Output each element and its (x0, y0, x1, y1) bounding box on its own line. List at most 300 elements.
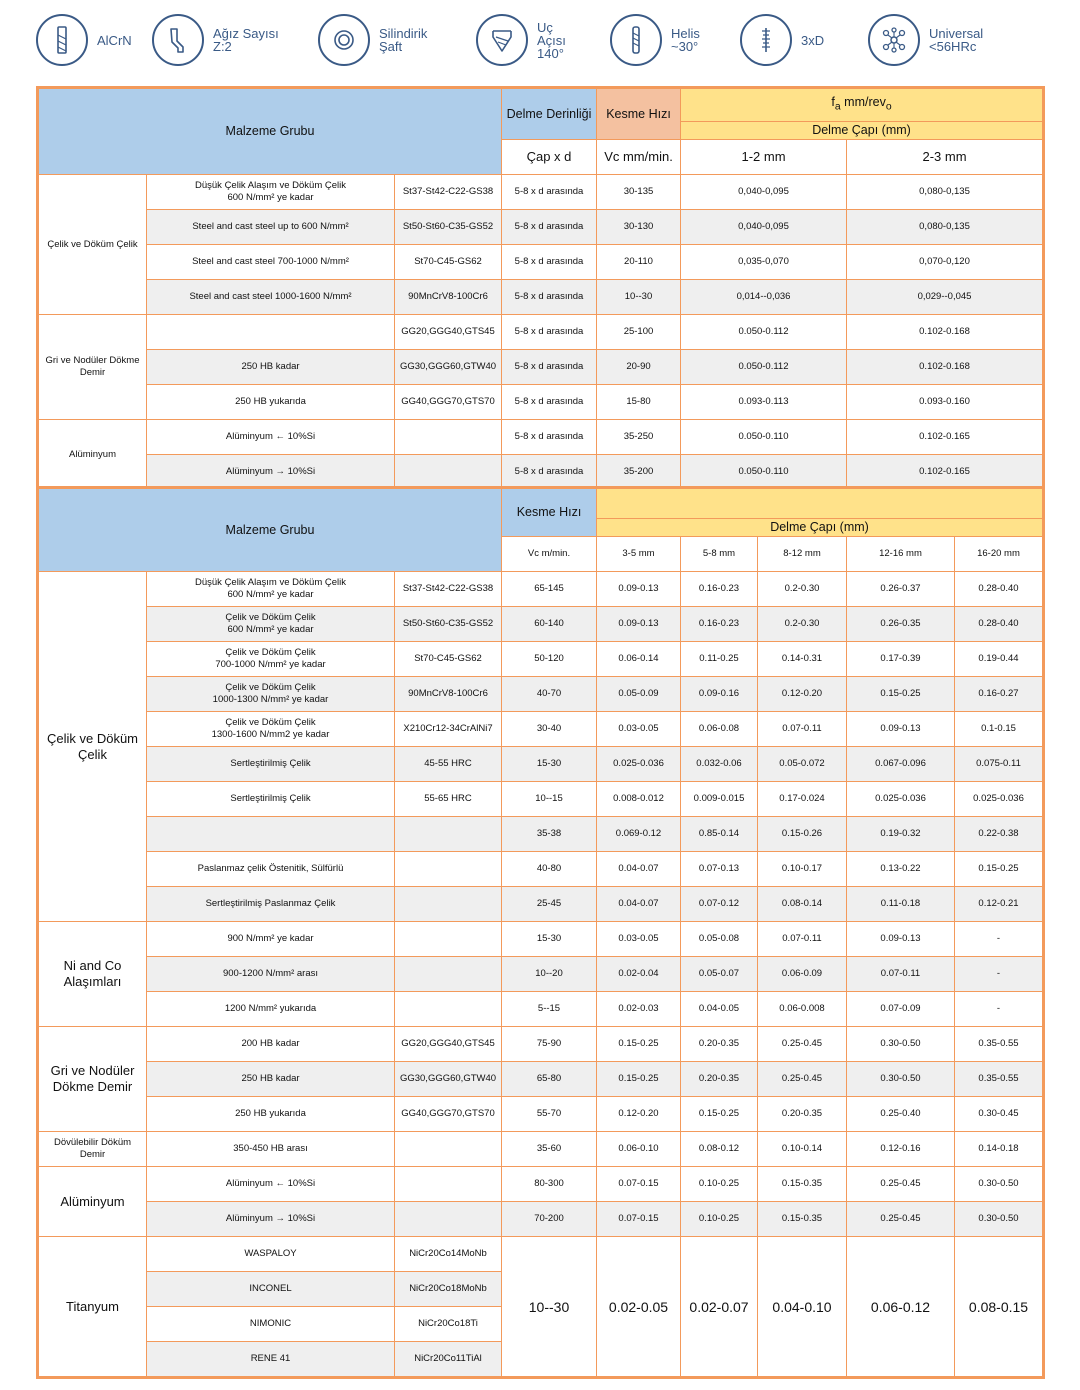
material-norm: GG20,GGG40,GTS45 (395, 1027, 502, 1062)
flute-icon (152, 14, 204, 66)
cutting-speed: 30-40 (502, 712, 597, 747)
cutting-speed: 30-130 (597, 210, 681, 245)
material-norm (395, 1167, 502, 1202)
feed-value: - (955, 992, 1043, 1027)
material-norm: 45-55 HRC (395, 747, 502, 782)
feed-2-3: 0.102-0.168 (847, 350, 1043, 385)
feed-value: 0.07-0.11 (758, 712, 847, 747)
feed-value: 0.08-0.15 (955, 1237, 1043, 1377)
material-desc: WASPALOY (147, 1237, 395, 1272)
table-row (39, 887, 1043, 922)
feed-value: - (955, 922, 1043, 957)
table-row (39, 607, 1043, 642)
material-group-header: Malzeme Grubu (39, 89, 502, 175)
drill-diameter-header: Delme Çapı (mm) (681, 122, 1043, 140)
material-norm: 90MnCrV8-100Cr6 (395, 280, 502, 315)
cutting-speed: 10--15 (502, 782, 597, 817)
feed-value: 0.12-0.20 (758, 677, 847, 712)
feed-value: 0.02-0.05 (597, 1237, 681, 1377)
feed-value: 0.25-0.45 (847, 1167, 955, 1202)
table-row (39, 455, 1043, 490)
table-row (39, 350, 1043, 385)
feed-value: 0.16-0.23 (681, 572, 758, 607)
drill-point-icon (476, 14, 528, 66)
material-desc: Steel and cast steel 700-1000 N/mm² (147, 245, 395, 280)
table-row (39, 1062, 1043, 1097)
diameter-col-header: 12-16 mm (847, 537, 955, 572)
material-desc: Sertleştirilmiş Çelik (147, 782, 395, 817)
material-desc: INCONEL (147, 1272, 395, 1307)
feed-value: 0.06-0.09 (758, 957, 847, 992)
material-group-name: Alüminyum (39, 1167, 147, 1237)
material-desc: 250 HB yukarıda (147, 385, 395, 420)
feed-1-2: 0.050-0.110 (681, 420, 847, 455)
cutting-speed: 35-250 (597, 420, 681, 455)
drilling-table-small (38, 88, 1043, 490)
coating-label: AlCrN (97, 32, 132, 48)
feed-value: 0.30-0.50 (955, 1202, 1043, 1237)
material-norm: St37-St42-C22-GS38 (395, 572, 502, 607)
feed-value: 0.35-0.55 (955, 1062, 1043, 1097)
material-group-name: Çelik ve Döküm Çelik (39, 175, 147, 315)
feature-icon-bar (0, 0, 1080, 80)
feed-value: 0.14-0.18 (955, 1132, 1043, 1167)
helix-label: Helis ~30° (671, 26, 700, 54)
material-desc: Steel and cast steel 1000-1600 N/mm² (147, 280, 395, 315)
feed-value: 0.30-0.45 (955, 1097, 1043, 1132)
feed-2-3: 0,070-0,120 (847, 245, 1043, 280)
feed-1-2: 0,035-0,070 (681, 245, 847, 280)
table-row (39, 1097, 1043, 1132)
table-row (39, 852, 1043, 887)
feed-value: 0.075-0.11 (955, 747, 1043, 782)
feed-value: 0.11-0.25 (681, 642, 758, 677)
cutting-speed: 5--15 (502, 992, 597, 1027)
material-group-name: Çelik ve Döküm Çelik (39, 572, 147, 922)
drill-depth: 5-8 x d arasında (502, 280, 597, 315)
table-row (39, 1167, 1043, 1202)
table-row (39, 922, 1043, 957)
feed-value: 0.2-0.30 (758, 572, 847, 607)
material-group-name: Gri ve Nodüler Dökme Demir (39, 1027, 147, 1132)
feed-value: 0.20-0.35 (681, 1027, 758, 1062)
feed-2-3: 0,080-0,135 (847, 175, 1043, 210)
feed-value: 0.14-0.31 (758, 642, 847, 677)
drill-depth: 5-8 x d arasında (502, 455, 597, 490)
feed-value: 0.12-0.20 (597, 1097, 681, 1132)
feed-value: 0.20-0.35 (758, 1097, 847, 1132)
feed-value: 0.25-0.45 (847, 1202, 955, 1237)
feed-value: 0.22-0.38 (955, 817, 1043, 852)
material-desc: Steel and cast steel up to 600 N/mm² (147, 210, 395, 245)
feed-value: 0.16-0.27 (955, 677, 1043, 712)
feed-value: 0.04-0.10 (758, 1237, 847, 1377)
feed-2-3: 0,080-0,135 (847, 210, 1043, 245)
feed-value: 0.15-0.26 (758, 817, 847, 852)
feed-value: 0.10-0.17 (758, 852, 847, 887)
feed-value: 0.08-0.14 (758, 887, 847, 922)
material-desc: NIMONIC (147, 1307, 395, 1342)
feed-value: 0.008-0.012 (597, 782, 681, 817)
table-row (39, 1202, 1043, 1237)
material-norm: NiCr20Co11TiAl (395, 1342, 502, 1377)
cutting-speed: 80-300 (502, 1167, 597, 1202)
feed-value: 0.04-0.07 (597, 887, 681, 922)
material-desc: Paslanmaz çelik Östenitik, Sülfürlü (147, 852, 395, 887)
yellow-header-band (597, 489, 1043, 519)
feed-value: 0.17-0.39 (847, 642, 955, 677)
cutting-speed: 40-70 (502, 677, 597, 712)
feed-value: 0.85-0.14 (681, 817, 758, 852)
length-label: 3xD (801, 32, 825, 48)
feed-value: 0.28-0.40 (955, 607, 1043, 642)
material-feature (868, 12, 983, 68)
diameter-col-1-2: 1-2 mm (681, 140, 847, 175)
cutting-speed: 35-38 (502, 817, 597, 852)
material-desc: Alüminyum ← 10%Si (147, 420, 395, 455)
material-desc: Düşük Çelik Alaşım ve Döküm Çelik 600 N/mm² ye kadar (147, 175, 395, 210)
material-desc: 250 HB kadar (147, 1062, 395, 1097)
feed-value: 0.10-0.25 (681, 1167, 758, 1202)
material-norm: X210Cr12-34CrAlNi7 (395, 712, 502, 747)
feed-value: 0.12-0.16 (847, 1132, 955, 1167)
material-desc (147, 315, 395, 350)
feed-value: 0.10-0.14 (758, 1132, 847, 1167)
feed-2-3: 0.093-0.160 (847, 385, 1043, 420)
table-row (39, 712, 1043, 747)
material-desc: 250 HB kadar (147, 350, 395, 385)
feed-value: 0.07-0.11 (847, 957, 955, 992)
feed-value: 0.20-0.35 (681, 1062, 758, 1097)
material-norm (395, 455, 502, 490)
material-group-name: Titanyum (39, 1237, 147, 1377)
material-norm: St70-C45-GS62 (395, 642, 502, 677)
feed-value: 0.08-0.12 (681, 1132, 758, 1167)
helix-feature (610, 12, 700, 68)
feed-value: 0.05-0.08 (681, 922, 758, 957)
cutting-speed: 65-80 (502, 1062, 597, 1097)
cutting-speed: 20-110 (597, 245, 681, 280)
material-desc: 350-450 HB arası (147, 1132, 395, 1167)
material-desc: Sertleştirilmiş Paslanmaz Çelik (147, 887, 395, 922)
material-desc (147, 817, 395, 852)
feed-2-3: 0,029--0,045 (847, 280, 1043, 315)
table-row (39, 1027, 1043, 1062)
length-icon (740, 14, 792, 66)
material-norm: NiCr20Co18Ti (395, 1307, 502, 1342)
flute-label: Ağız Sayısı Z:2 (213, 26, 279, 54)
feed-1-2: 0.093-0.113 (681, 385, 847, 420)
table-row (39, 175, 1043, 210)
feed-value: 0.11-0.18 (847, 887, 955, 922)
table-row (39, 992, 1043, 1027)
cutting-speed: 10--30 (597, 280, 681, 315)
feed-value: 0.07-0.15 (597, 1167, 681, 1202)
table-row (39, 385, 1043, 420)
feed-1-2: 0.050-0.110 (681, 455, 847, 490)
material-norm: St50-St60-C35-GS52 (395, 607, 502, 642)
feed-value: 0.07-0.13 (681, 852, 758, 887)
feed-value: 0.13-0.22 (847, 852, 955, 887)
feed-value: 0.19-0.44 (955, 642, 1043, 677)
material-desc: Düşük Çelik Alaşım ve Döküm Çelik 600 N/mm² ye kadar (147, 572, 395, 607)
feed-value: 0.06-0.008 (758, 992, 847, 1027)
feed-value: 0.067-0.096 (847, 747, 955, 782)
cutting-speed: 50-120 (502, 642, 597, 677)
material-desc: Alüminyum → 10%Si (147, 1202, 395, 1237)
material-norm (395, 1202, 502, 1237)
feed-value: 0.05-0.09 (597, 677, 681, 712)
table-row (39, 677, 1043, 712)
table-row (39, 572, 1043, 607)
length-feature (740, 12, 824, 68)
cutting-speed: 30-135 (597, 175, 681, 210)
feed-1-2: 0,040-0,095 (681, 175, 847, 210)
feed-2-3: 0.102-0.165 (847, 455, 1043, 490)
material-desc: Çelik ve Döküm Çelik 600 N/mm² ye kadar (147, 607, 395, 642)
feed-value: 0.09-0.13 (597, 607, 681, 642)
feed-value: 0.1-0.15 (955, 712, 1043, 747)
feed-1-2: 0.050-0.112 (681, 315, 847, 350)
material-group-name: Alüminyum (39, 420, 147, 490)
feed-value: 0.032-0.06 (681, 747, 758, 782)
material-norm (395, 957, 502, 992)
cutting-speed: 10--20 (502, 957, 597, 992)
feed-value: 0.07-0.15 (597, 1202, 681, 1237)
material-norm (395, 922, 502, 957)
feed-value: 0.06-0.14 (597, 642, 681, 677)
feed-value: 0.06-0.08 (681, 712, 758, 747)
drill-depth: 5-8 x d arasında (502, 175, 597, 210)
feed-1-2: 0,040-0,095 (681, 210, 847, 245)
universal-icon (868, 14, 920, 66)
material-norm (395, 887, 502, 922)
feed-value: 0.30-0.50 (847, 1027, 955, 1062)
material-norm: St70-C45-GS62 (395, 245, 502, 280)
feed-value: 0.07-0.11 (758, 922, 847, 957)
feed-1-2: 0.050-0.112 (681, 350, 847, 385)
material-norm: GG30,GGG60,GTW40 (395, 350, 502, 385)
drill-depth-header: Delme Derinliği (502, 89, 597, 140)
material-norm (395, 420, 502, 455)
material-norm: 90MnCrV8-100Cr6 (395, 677, 502, 712)
drill-depth: 5-8 x d arasında (502, 350, 597, 385)
coating-feature (36, 12, 132, 68)
flute-feature (152, 12, 279, 68)
cutting-speed: 65-145 (502, 572, 597, 607)
feed-value: 0.05-0.07 (681, 957, 758, 992)
feed-value: 0.26-0.35 (847, 607, 955, 642)
drilling-table-large (38, 488, 1043, 1377)
material-desc: RENE 41 (147, 1342, 395, 1377)
cutting-speed: 15-30 (502, 922, 597, 957)
feed-value: 0.09-0.16 (681, 677, 758, 712)
material-norm: GG40,GGG70,GTS70 (395, 385, 502, 420)
feed-value: 0.15-0.35 (758, 1202, 847, 1237)
table-row (39, 245, 1043, 280)
table-row (39, 817, 1043, 852)
diameter-col-header: 3-5 mm (597, 537, 681, 572)
material-desc: Alüminyum → 10%Si (147, 455, 395, 490)
feed-value: 0.02-0.07 (681, 1237, 758, 1377)
feed-value: 0.09-0.13 (847, 922, 955, 957)
cutting-speed: 15-30 (502, 747, 597, 782)
material-norm: St37-St42-C22-GS38 (395, 175, 502, 210)
material-norm: St50-St60-C35-GS52 (395, 210, 502, 245)
feed-value: 0.04-0.07 (597, 852, 681, 887)
cutting-speed-header: Kesme Hızı (502, 489, 597, 537)
material-norm (395, 852, 502, 887)
feed-value: 0.09-0.13 (847, 712, 955, 747)
material-norm: NiCr20Co14MoNb (395, 1237, 502, 1272)
feed-value: 0.069-0.12 (597, 817, 681, 852)
material-desc: 900-1200 N/mm² arası (147, 957, 395, 992)
material-group-name: Ni and Co Alaşımları (39, 922, 147, 1027)
feed-value: 0.12-0.21 (955, 887, 1043, 922)
material-group-name: Gri ve Nodüler Dökme Demir (39, 315, 147, 420)
feed-value: 0.10-0.25 (681, 1202, 758, 1237)
material-desc: Çelik ve Döküm Çelik 1300-1600 N/mm2 ye kadar (147, 712, 395, 747)
material-norm (395, 992, 502, 1027)
feed-value: 0.35-0.55 (955, 1027, 1043, 1062)
cutting-speed-header: Kesme Hızı (597, 89, 681, 140)
feed-value: 0.025-0.036 (955, 782, 1043, 817)
feed-value: 0.19-0.32 (847, 817, 955, 852)
feed-value: 0.30-0.50 (847, 1062, 955, 1097)
feed-value: 0.25-0.45 (758, 1062, 847, 1097)
table-row (39, 642, 1043, 677)
material-norm: GG30,GGG60,GTW40 (395, 1062, 502, 1097)
feed-unit-subscript: o (885, 101, 892, 113)
drill-depth: 5-8 x d arasında (502, 245, 597, 280)
feed-value: 0.06-0.10 (597, 1132, 681, 1167)
diameter-col-header: 16-20 mm (955, 537, 1043, 572)
table-row (39, 420, 1043, 455)
endmill-icon (36, 14, 88, 66)
feed-value: 0.25-0.40 (847, 1097, 955, 1132)
feed-header (681, 89, 1043, 122)
feed-value: 0.17-0.024 (758, 782, 847, 817)
feed-1-2: 0,014--0,036 (681, 280, 847, 315)
feed-value: 0.16-0.23 (681, 607, 758, 642)
cutting-speed: 55-70 (502, 1097, 597, 1132)
feed-value: 0.025-0.036 (597, 747, 681, 782)
vc-header: Vc m/min. (502, 537, 597, 572)
table-row (39, 210, 1043, 245)
cutting-speed: 15-80 (597, 385, 681, 420)
table-row (39, 280, 1043, 315)
feed-value: 0.02-0.04 (597, 957, 681, 992)
feed-value: 0.06-0.12 (847, 1237, 955, 1377)
diameter-ratio-header: Çap x d (502, 140, 597, 175)
point-angle-label: Uç Açısı 140° (537, 19, 566, 61)
cutting-speed: 60-140 (502, 607, 597, 642)
diameter-col-header: 8-12 mm (758, 537, 847, 572)
drill-depth: 5-8 x d arasında (502, 420, 597, 455)
cutting-speed: 70-200 (502, 1202, 597, 1237)
feed-unit: mm/rev (844, 95, 886, 110)
table-row (39, 1237, 1043, 1272)
cutting-speed: 35-200 (597, 455, 681, 490)
feed-value: 0.30-0.50 (955, 1167, 1043, 1202)
material-group-name: Dövülebilir Döküm Demir (39, 1132, 147, 1167)
table-row (39, 1132, 1043, 1167)
drill-depth: 5-8 x d arasında (502, 210, 597, 245)
feed-2-3: 0.102-0.165 (847, 420, 1043, 455)
table-row (39, 315, 1043, 350)
material-norm (395, 817, 502, 852)
feed-value: 0.15-0.25 (847, 677, 955, 712)
feed-value: 0.07-0.09 (847, 992, 955, 1027)
material-desc: 250 HB yukarıda (147, 1097, 395, 1132)
feed-value: 0.02-0.03 (597, 992, 681, 1027)
shank-feature (318, 12, 427, 68)
feed-value: 0.15-0.25 (955, 852, 1043, 887)
drill-depth: 5-8 x d arasında (502, 385, 597, 420)
feed-value: 0.15-0.25 (597, 1062, 681, 1097)
feed-value: 0.15-0.35 (758, 1167, 847, 1202)
cutting-speed: 20-90 (597, 350, 681, 385)
helix-icon (610, 14, 662, 66)
feed-value: 0.03-0.05 (597, 712, 681, 747)
feed-value: 0.15-0.25 (681, 1097, 758, 1132)
cutting-speed: 25-45 (502, 887, 597, 922)
table-row (39, 957, 1043, 992)
drill-depth: 5-8 x d arasında (502, 315, 597, 350)
material-desc: Sertleştirilmiş Çelik (147, 747, 395, 782)
feed-value: 0.025-0.036 (847, 782, 955, 817)
feed-value: 0.05-0.072 (758, 747, 847, 782)
material-desc: 200 HB kadar (147, 1027, 395, 1062)
feed-value: 0.04-0.05 (681, 992, 758, 1027)
point-angle-feature (476, 12, 566, 68)
material-group-header: Malzeme Grubu (39, 489, 502, 572)
feed-subscript: a (834, 101, 841, 113)
material-norm: GG40,GGG70,GTS70 (395, 1097, 502, 1132)
drill-diameter-header: Delme Çapı (mm) (597, 519, 1043, 537)
material-label: Universal <56HRc (929, 26, 984, 54)
feed-value: 0.25-0.45 (758, 1027, 847, 1062)
feed-value: 0.03-0.05 (597, 922, 681, 957)
vc-header: Vc mm/min. (597, 140, 681, 175)
shank-icon (318, 14, 370, 66)
feed-value: 0.15-0.25 (597, 1027, 681, 1062)
material-norm: 55-65 HRC (395, 782, 502, 817)
feed-value: 0.26-0.37 (847, 572, 955, 607)
material-norm: NiCr20Co18MoNb (395, 1272, 502, 1307)
shank-label: Silindirik Şaft (379, 26, 428, 54)
feed-value: 0.009-0.015 (681, 782, 758, 817)
material-norm (395, 1132, 502, 1167)
table-row (39, 782, 1043, 817)
feed-2-3: 0.102-0.168 (847, 315, 1043, 350)
diameter-col-2-3: 2-3 mm (847, 140, 1043, 175)
material-desc: Çelik ve Döküm Çelik 700-1000 N/mm² ye kadar (147, 642, 395, 677)
cutting-speed: 35-60 (502, 1132, 597, 1167)
feed-value: 0.28-0.40 (955, 572, 1043, 607)
material-desc: 1200 N/mm² yukarıda (147, 992, 395, 1027)
feed-value: 0.2-0.30 (758, 607, 847, 642)
material-desc: Çelik ve Döküm Çelik 1000-1300 N/mm² ye kadar (147, 677, 395, 712)
feed-symbol: f (831, 95, 835, 110)
cutting-speed: 25-100 (597, 315, 681, 350)
material-desc: Alüminyum ← 10%Si (147, 1167, 395, 1202)
cutting-speed: 40-80 (502, 852, 597, 887)
feed-value: 0.07-0.12 (681, 887, 758, 922)
feed-value: - (955, 957, 1043, 992)
cutting-speed: 75-90 (502, 1027, 597, 1062)
table-row (39, 747, 1043, 782)
